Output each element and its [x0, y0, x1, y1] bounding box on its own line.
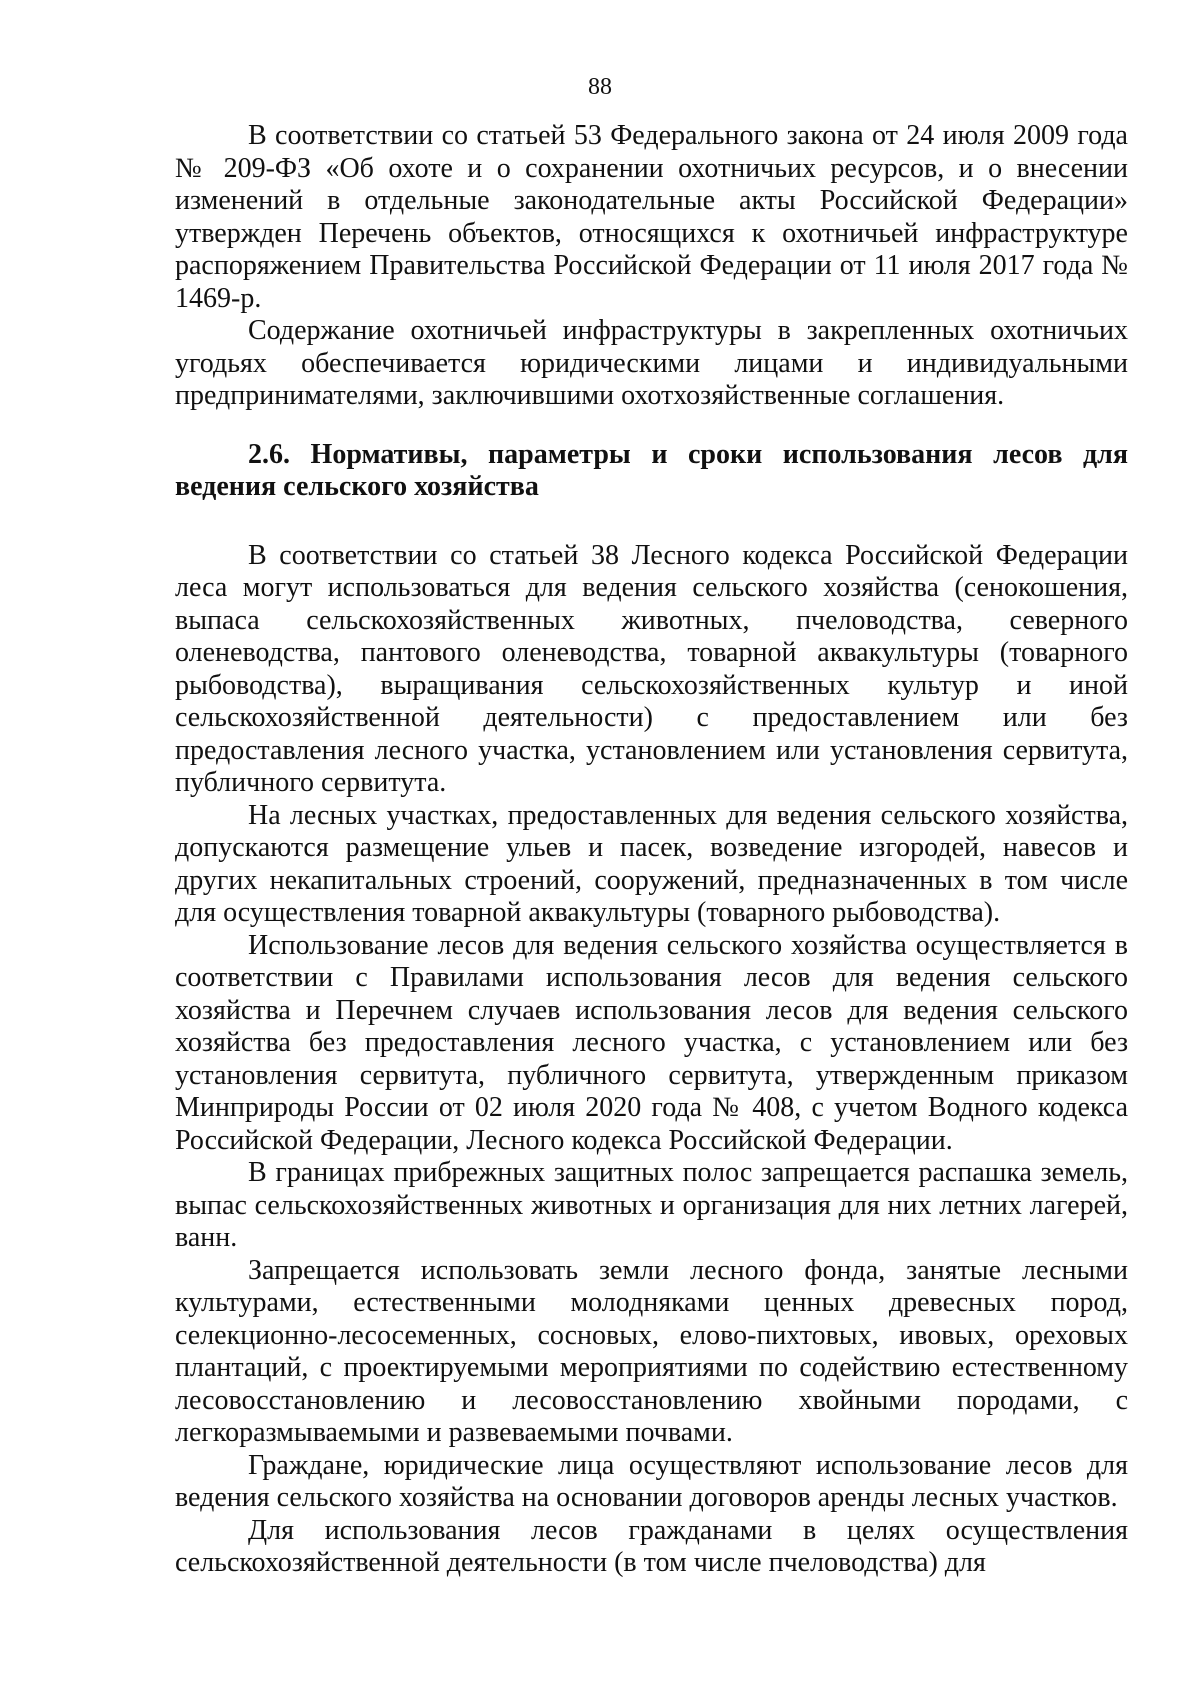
section-heading-agriculture: 2.6. Нормативы, параметры и сроки использования лесов для ведения сельского хозяйства: [175, 438, 1128, 502]
paragraph-forest-code-article-38: В соответствии со статьей 38 Лесного кодекса Российской Федерации леса могут использоваться для ведения сельского хозяйства (сенокошения, выпаса сельскохозяйственных животных, пчеловодства, северного оленеводства, пантового оленеводства, товарной аквакультуры (товарного рыбоводства), выращивания сельскохозяйственных культур и иной сельскохозяйственной деятельности) с предоставлением или без предоставления лесного участка, установлением или установления сервитута, публичного сервитута.: [175, 539, 1128, 798]
paragraph-citizens-usage: Для использования лесов гражданами в целях осуществления сельскохозяйственной деятельности (в том числе пчеловодства) для: [175, 1514, 1128, 1578]
paragraph-coastal-protection-ban: В границах прибрежных защитных полос запрещается распашка земель, выпас сельскохозяйственных животных и организация для них летних лагерей, ванн.: [175, 1157, 1128, 1253]
paragraph-lease-agreements: Граждане, юридические лица осуществляют использование лесов для ведения сельского хозяйства на основании договоров аренды лесных участков.: [175, 1449, 1128, 1513]
paragraph-land-use-ban: Запрещается использовать земли лесного фонда, занятые лесными культурами, естественными молодняками ценных древесных пород, селекционно-лесосеменных, сосновых, елово-пихтовых, ивовых, ореховых плантаций, с проектируемыми мероприятиями по содействию естественному лесовосстановлению и лесовосстановлению хвойными породами, с легкоразмываемыми и развеваемыми почвами.: [175, 1254, 1128, 1448]
paragraph-usage-rules: Использование лесов для ведения сельского хозяйства осуществляется в соответствии с Правилами использования лесов для ведения сельского хозяйства и Перечнем случаев использования лесов для ведения сельского хозяйства без предоставления лесного участка, с установлением или без установления сервитута, публичного сервитута, утвержденным приказом Минприроды России от 02 июля 2020 года № 408, с учетом Водного кодекса Российской Федерации, Лесного кодекса Российской Федерации.: [175, 929, 1128, 1156]
paragraph-hunting-infrastructure-list: В соответствии со статьей 53 Федерального закона от 24 июля 2009 года № 209-ФЗ «Об охоте и о сохранении охотничьих ресурсов, и о внесении изменений в отдельные законодательные акты Российской Федерации» утвержден Перечень объектов, относящихся к охотничьей инфраструктуре распоряжением Правительства Российской Федерации от 11 июля 2017 года № 1469-р.: [175, 120, 1128, 314]
page-content: [175, 120, 1128, 1580]
paragraph-hunting-infrastructure-maintenance: Содержание охотничьей инфраструктуры в закрепленных охотничьих угодьях обеспечивается юридическими лицами и индивидуальными предпринимателями, заключившими охотхозяйственные соглашения.: [175, 315, 1128, 411]
page-number: 88: [588, 74, 612, 100]
paragraph-permitted-structures: На лесных участках, предоставленных для ведения сельского хозяйства, допускаются размещение ульев и пасек, возведение изгородей, навесов и других некапитальных строений, сооружений, предназначенных в том числе для осуществления товарной аквакультуры (товарного рыбоводства).: [175, 799, 1128, 928]
